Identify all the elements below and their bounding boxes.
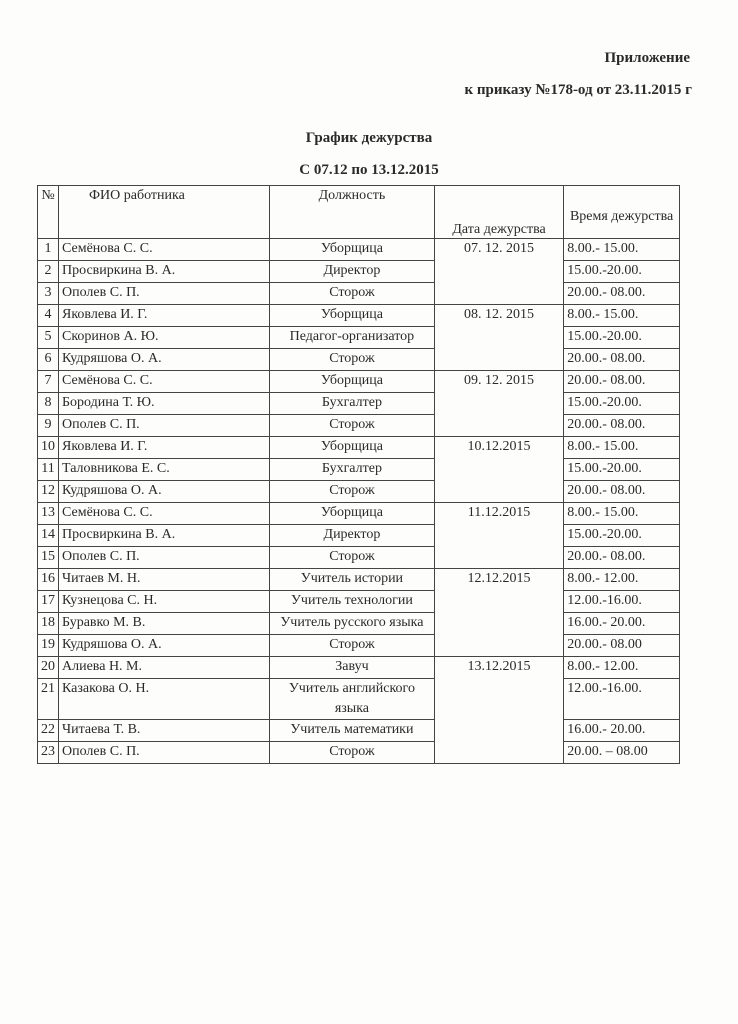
row-number: 11 <box>38 459 59 481</box>
table-row <box>38 261 680 283</box>
table-row <box>38 349 680 371</box>
table-row <box>38 613 680 635</box>
duty-time: 15.00.-20.00. <box>564 261 680 283</box>
duty-time: 20.00. – 08.00 <box>564 742 680 764</box>
employee-position: Педагог-организатор <box>269 327 434 349</box>
employee-name: Буравко М. В. <box>59 613 270 635</box>
row-number: 18 <box>38 613 59 635</box>
row-number: 14 <box>38 525 59 547</box>
employee-position: Сторож <box>269 481 434 503</box>
employee-name: Скоринов А. Ю. <box>59 327 270 349</box>
table-row <box>38 635 680 657</box>
row-number: 12 <box>38 481 59 503</box>
table-row <box>38 481 680 503</box>
employee-name: Казакова О. Н. <box>59 679 270 720</box>
table-row <box>38 503 680 525</box>
employee-position: Учитель истории <box>269 569 434 591</box>
table-row <box>38 657 680 679</box>
row-number: 20 <box>38 657 59 679</box>
table-row <box>38 525 680 547</box>
employee-name: Просвиркина В. А. <box>59 261 270 283</box>
duty-time: 20.00.- 08.00. <box>564 283 680 305</box>
column-header-name: ФИО работника <box>59 186 270 239</box>
row-number: 22 <box>38 720 59 742</box>
duty-time: 12.00.-16.00. <box>564 679 680 720</box>
duty-date: 09. 12. 2015 <box>434 371 563 437</box>
table-row <box>38 239 680 261</box>
column-header-position: Должность <box>269 186 434 239</box>
employee-name: Кузнецова С. Н. <box>59 591 270 613</box>
duty-time: 8.00.- 12.00. <box>564 569 680 591</box>
duty-date: 08. 12. 2015 <box>434 305 563 371</box>
document-title: График дежурства <box>305 130 433 146</box>
employee-name: Алиева Н. М. <box>59 657 270 679</box>
row-number: 2 <box>38 261 59 283</box>
employee-position: Бухгалтер <box>269 459 434 481</box>
row-number: 19 <box>38 635 59 657</box>
table-body <box>38 239 680 764</box>
employee-position: Сторож <box>269 547 434 569</box>
duty-date: 07. 12. 2015 <box>434 239 563 305</box>
duty-time: 20.00.- 08.00. <box>564 547 680 569</box>
employee-name: Семёнова С. С. <box>59 371 270 393</box>
table-row <box>38 742 680 764</box>
employee-position: Сторож <box>269 742 434 764</box>
row-number: 7 <box>38 371 59 393</box>
employee-name: Ополев С. П. <box>59 742 270 764</box>
row-number: 10 <box>38 437 59 459</box>
duty-time: 8.00.- 15.00. <box>564 305 680 327</box>
employee-name: Бородина Т. Ю. <box>59 393 270 415</box>
employee-position: Сторож <box>269 283 434 305</box>
employee-name: Читаева Т. В. <box>59 720 270 742</box>
table-row <box>38 327 680 349</box>
employee-name: Яковлева И. Г. <box>59 305 270 327</box>
employee-name: Кудряшова О. А. <box>59 635 270 657</box>
employee-position: Уборщица <box>269 503 434 525</box>
employee-name: Просвиркина В. А. <box>59 525 270 547</box>
appendix-label: Приложение <box>604 50 690 66</box>
duty-date: 13.12.2015 <box>434 657 563 764</box>
table-row <box>38 547 680 569</box>
duty-time: 20.00.- 08.00 <box>564 635 680 657</box>
duty-date: 12.12.2015 <box>434 569 563 657</box>
table-row <box>38 437 680 459</box>
row-number: 17 <box>38 591 59 613</box>
employee-name: Ополев С. П. <box>59 283 270 305</box>
row-number: 23 <box>38 742 59 764</box>
duty-time: 15.00.-20.00. <box>564 459 680 481</box>
employee-name: Семёнова С. С. <box>59 239 270 261</box>
employee-position: Директор <box>269 525 434 547</box>
duty-time: 20.00.- 08.00. <box>564 481 680 503</box>
employee-position: Сторож <box>269 635 434 657</box>
row-number: 13 <box>38 503 59 525</box>
duty-date: 10.12.2015 <box>434 437 563 503</box>
employee-position: Уборщица <box>269 371 434 393</box>
duty-time: 15.00.-20.00. <box>564 525 680 547</box>
employee-name: Кудряшова О. А. <box>59 349 270 371</box>
employee-position: Бухгалтер <box>269 393 434 415</box>
table-row <box>38 393 680 415</box>
row-number: 6 <box>38 349 59 371</box>
duty-time: 20.00.- 08.00. <box>564 349 680 371</box>
table-header-row <box>38 186 680 239</box>
column-header-number: № <box>38 186 59 239</box>
employee-name: Ополев С. П. <box>59 415 270 437</box>
duty-schedule-table <box>37 185 680 764</box>
table-row <box>38 459 680 481</box>
duty-time: 12.00.-16.00. <box>564 591 680 613</box>
row-number: 1 <box>38 239 59 261</box>
employee-position: Сторож <box>269 415 434 437</box>
employee-position: Учитель русского языка <box>269 613 434 635</box>
schedule-period: С 07.12 по 13.12.2015 <box>299 162 439 178</box>
table-row <box>38 569 680 591</box>
employee-name: Яковлева И. Г. <box>59 437 270 459</box>
table-row <box>38 720 680 742</box>
employee-name: Кудряшова О. А. <box>59 481 270 503</box>
table-row <box>38 679 680 720</box>
employee-position: Учитель технологии <box>269 591 434 613</box>
row-number: 8 <box>38 393 59 415</box>
employee-position: Директор <box>269 261 434 283</box>
employee-position: Уборщица <box>269 239 434 261</box>
employee-position: Уборщица <box>269 305 434 327</box>
employee-name: Читаев М. Н. <box>59 569 270 591</box>
duty-time: 16.00.- 20.00. <box>564 613 680 635</box>
row-number: 3 <box>38 283 59 305</box>
row-number: 15 <box>38 547 59 569</box>
duty-time: 15.00.-20.00. <box>564 393 680 415</box>
employee-name: Таловникова Е. С. <box>59 459 270 481</box>
employee-position: Учитель математики <box>269 720 434 742</box>
row-number: 5 <box>38 327 59 349</box>
duty-time: 16.00.- 20.00. <box>564 720 680 742</box>
duty-time: 15.00.-20.00. <box>564 327 680 349</box>
duty-time: 8.00.- 15.00. <box>564 437 680 459</box>
row-number: 4 <box>38 305 59 327</box>
duty-time: 8.00.- 12.00. <box>564 657 680 679</box>
table-row <box>38 591 680 613</box>
employee-position: Учитель английского языка <box>269 679 434 720</box>
table-row <box>38 305 680 327</box>
employee-name: Семёнова С. С. <box>59 503 270 525</box>
row-number: 9 <box>38 415 59 437</box>
duty-time: 8.00.- 15.00. <box>564 239 680 261</box>
duty-time: 20.00.- 08.00. <box>564 371 680 393</box>
duty-time: 8.00.- 15.00. <box>564 503 680 525</box>
employee-position: Завуч <box>269 657 434 679</box>
row-number: 16 <box>38 569 59 591</box>
employee-position: Уборщица <box>269 437 434 459</box>
duty-time: 20.00.- 08.00. <box>564 415 680 437</box>
table-row <box>38 415 680 437</box>
table-row <box>38 371 680 393</box>
employee-name: Ополев С. П. <box>59 547 270 569</box>
duty-date: 11.12.2015 <box>434 503 563 569</box>
order-reference: к приказу №178-од от 23.11.2015 г <box>464 82 692 98</box>
column-header-time: Время дежурства <box>564 186 680 239</box>
table-row <box>38 283 680 305</box>
column-header-date: Дата дежурства <box>434 186 563 239</box>
employee-position: Сторож <box>269 349 434 371</box>
row-number: 21 <box>38 679 59 720</box>
